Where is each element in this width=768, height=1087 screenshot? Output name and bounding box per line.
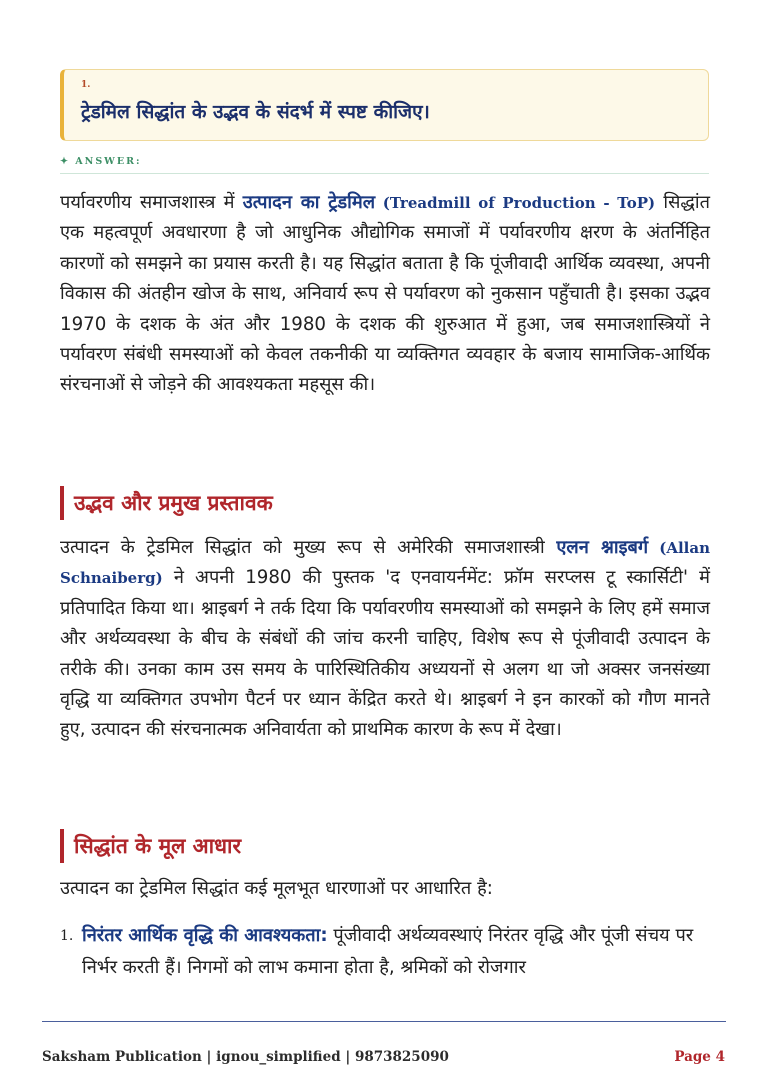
intro-text-b: सिद्धांत एक महत्वपूर्ण अवधारणा है जो आधुनिक औद्योगिक समाजों में पर्यावरणीय क्षरण के अंतर्निहित कारणों को समझने का प्रयास करती है। यह सिद्धांत बताता है कि पूंजीवादी आर्थिक व्यवस्था, अपनी विकास की अंतहीन खोज के साथ, अनिवार्य रूप से पर्यावरण को नुकसान पहुँचाती है। इसका उद्भव 1970 के दशक के अंत और 1980 के दशक की शुरुआत में हुआ, जब समाजशास्त्रियों ने पर्यावरण संबंधी समस्याओं को केवल तकनीकी या व्यक्तिगत व्यवहार के बजाय सामाजिक-आर्थिक संरचनाओं से जोड़ने की आवश्यकता महसूस की। xyxy=(60,192,711,396)
origin-paragraph xyxy=(60,533,710,746)
question-box xyxy=(60,69,709,141)
intro-highlight: उत्पादन का ट्रेडमिल xyxy=(242,192,376,213)
page-number: Page 4 xyxy=(674,1049,725,1065)
footer-divider xyxy=(42,1021,726,1022)
origin-text-a: उत्पादन के ट्रेडमिल सिद्धांत को मुख्य रूप से अमेरिकी समाजशास्त्री xyxy=(60,537,557,558)
intro-latin-term: (Treadmill of Production - ToP) xyxy=(375,194,656,212)
question-number: 1. xyxy=(81,80,91,90)
intro-paragraph xyxy=(60,188,710,401)
section-heading-basis: सिद्धांत के मूल आधार xyxy=(60,829,241,863)
answer-divider xyxy=(60,173,709,174)
intro-text-a: पर्यावरणीय समाजशास्त्र में xyxy=(60,192,243,213)
question-text: ट्रेडमिल सिद्धांत के उद्भव के संदर्भ में स्पष्ट कीजिए। xyxy=(81,101,430,123)
list-item-title: निरंतर आर्थिक वृद्धि की आवश्यकता: xyxy=(82,925,328,946)
list-item-text: पूंजीवादी अर्थव्यवस्थाएं निरंतर वृद्धि और पूंजी संचय पर निर्भर करती हैं। निगमों को लाभ कमाना होता है, श्रमिकों को रोजगार xyxy=(82,925,694,978)
footer-publisher: Saksham Publication | ignou_simplified | 9873825090 xyxy=(42,1049,449,1065)
answer-label: ✦ ANSWER: xyxy=(60,156,142,167)
origin-text-b: ने अपनी 1980 की पुस्तक 'द एनवायर्नमेंट: फ्रॉम सरप्लस टू स्कार्सिटी' में प्रतिपादित किया था। श्नाइबर्ग ने तर्क दिया कि पर्यावरणीय समस्याओं को समझने के लिए हमें समाज और अर्थव्यवस्था के बीच के संबंधों की जांच करनी चाहिए, विशेष रूप से पूंजीवादी उत्पादन के तरीके की। उनका काम उस समय के पारिस्थितिकीय अध्ययनों से अलग था जो अक्सर जनसंख्या वृद्धि या व्यक्तिगत उपभोग पैटर्न पर ध्यान केंद्रित करते थे। श्नाइबर्ग ने इन कारकों को गौण मानते हुए, उत्पादन की संरचनात्मक अनिवार्यता को प्राथमिक कारण के रूप में देखा। xyxy=(60,567,710,741)
list-item-number: 1. xyxy=(60,928,74,944)
section-heading-origin: उद्भव और प्रमुख प्रस्तावक xyxy=(60,486,273,520)
list-item xyxy=(60,920,710,984)
basis-list xyxy=(60,920,710,984)
origin-latin-name: (Allan Schnaiberg) xyxy=(60,539,710,588)
origin-highlight: एलन श्नाइबर्ग xyxy=(556,537,649,558)
basis-intro: उत्पादन का ट्रेडमिल सिद्धांत कई मूलभूत धारणाओं पर आधारित है: xyxy=(60,878,493,899)
